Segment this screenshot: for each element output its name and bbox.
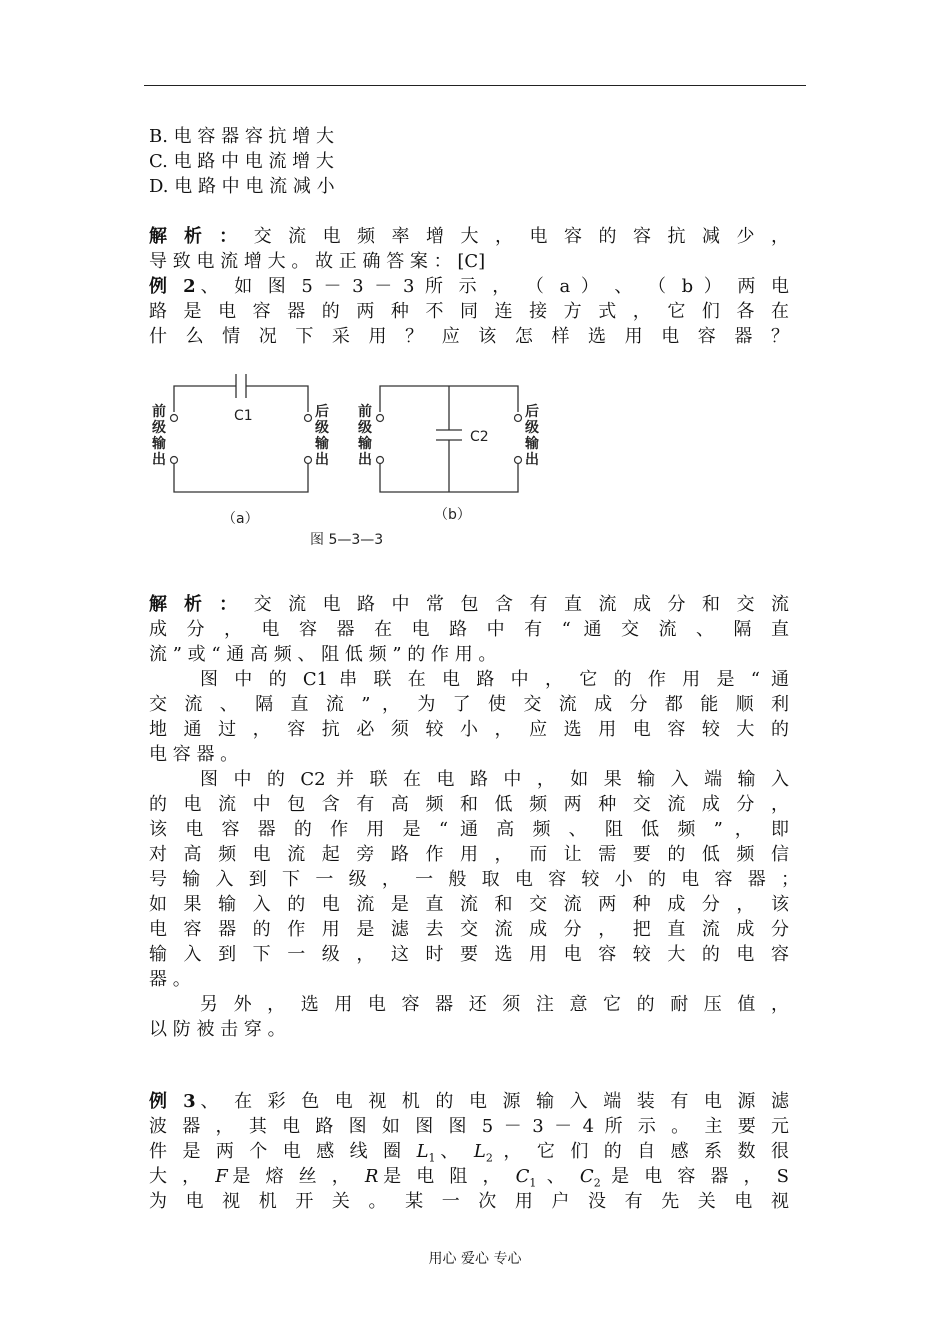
- para-c2-line6: 如 果 输 入 的 电 流 是 直 流 和 交 流 两 种 成 分 ， 该: [149, 894, 789, 915]
- example3-line2: 波 器 ， 其 电 路 图 如 图 图 5 － 3 － 4 所 示 。 主 要 元: [149, 1116, 789, 1137]
- circuit-diagram: [150, 366, 550, 556]
- front-label-a-1: 前: [152, 404, 166, 420]
- page-footer: 用心 爱心 专心: [428, 1251, 522, 1267]
- back-label-b-2: 级: [525, 420, 539, 436]
- front-label-a-2: 级: [152, 420, 166, 436]
- c2-label: C2: [470, 429, 489, 445]
- example3-line4: 大 ， F是 熔 丝 ， R是 电 阻 ， $C_1$ 、 $C_2$ 是 电 容 器 ， S: [149, 1166, 789, 1190]
- para-c1-line2: 交 流 、 隔 直 流 ” ， 为 了 使 交 流 成 分 都 能 顺 利: [149, 694, 789, 715]
- back-label-a-4: 出: [315, 452, 329, 468]
- para-c1-line1: 图 中 的 C1 串 联 在 电 路 中 ， 它 的 作 用 是 “ 通: [200, 669, 789, 690]
- analysis2-line1: 解 析 ： 交 流 电 路 中 常 包 含 有 直 流 成 分 和 交 流: [149, 594, 789, 615]
- front-label-b-3: 输: [358, 436, 372, 452]
- front-label-b-2: 级: [358, 420, 372, 436]
- para-note-line2: 以 防 被 击 穿 。: [149, 1019, 286, 1040]
- back-label-a-1: 后: [315, 404, 329, 420]
- c1-label: C1: [234, 408, 253, 424]
- label-b: （b）: [434, 507, 471, 523]
- header-rule: [144, 85, 806, 86]
- back-label-b-3: 输: [525, 436, 539, 452]
- back-label-b-1: 后: [525, 404, 539, 420]
- analysis2-line3: 流 ” 或 “ 通 高 频 、 阻 低 频 ” 的 作 用 。: [149, 644, 497, 665]
- example3-line1: 例 3、 在 彩 色 电 视 机 的 电 源 输 入 端 装 有 电 源 滤: [149, 1091, 789, 1112]
- para-c2-line5: 号 输 入 到 下 一 级 ， 一 般 取 电 容 较 小 的 电 容 器 ；: [149, 869, 799, 890]
- para-c2-line4: 对 高 频 电 流 起 旁 路 作 用 ， 而 让 需 要 的 低 频 信: [149, 844, 789, 865]
- front-label-a-4: 出: [152, 452, 166, 468]
- circuit-figure: [150, 366, 550, 556]
- example2-line2: 路 是 电 容 器 的 两 种 不 同 连 接 方 式 ， 它 们 各 在: [149, 301, 789, 322]
- para-c2-line8: 输 入 到 下 一 级 ， 这 时 要 选 用 电 容 较 大 的 电 容: [149, 944, 789, 965]
- para-note-line1: 另 外 ， 选 用 电 容 器 还 须 注 意 它 的 耐 压 值 ，: [200, 994, 789, 1015]
- analysis-label: 解 析 ：: [149, 594, 243, 615]
- back-label-b-4: 出: [525, 452, 539, 468]
- back-label-a-2: 级: [315, 420, 329, 436]
- para-c1-line4: 电 容 器 。: [149, 744, 239, 765]
- back-label-a-3: 输: [315, 436, 329, 452]
- para-c2-line2: 的 电 流 中 包 含 有 高 频 和 低 频 两 种 交 流 成 分 ，: [149, 794, 789, 815]
- para-c2-line7: 电 容 器 的 作 用 是 滤 去 交 流 成 分 ， 把 直 流 成 分: [149, 919, 789, 940]
- example-label: 例 2: [149, 276, 196, 297]
- front-label-b-4: 出: [358, 452, 372, 468]
- example2-line1: 例 2、 如 图 5 － 3 － 3 所 示 ， （ a ） 、 （ b ） 两 电: [149, 276, 789, 297]
- para-c1-line3: 地 通 过 ， 容 抗 必 须 较 小 ， 应 选 用 电 容 较 大 的: [149, 719, 789, 740]
- analysis1-line1: 解 析 ： 交 流 电 频 率 增 大 ， 电 容 的 容 抗 减 少 ，: [149, 226, 789, 247]
- option-d: D. 电 路 中 电 流 减 小: [149, 176, 335, 197]
- figure-caption: 图 5—3—3: [310, 532, 384, 548]
- option-b: B. 电 容 器 容 抗 增 大: [149, 126, 335, 147]
- option-c: C. 电 路 中 电 流 增 大: [149, 151, 334, 172]
- example2-line3: 什 么 情 况 下 采 用 ？ 应 该 怎 样 选 用 电 容 器 ？: [149, 326, 789, 347]
- analysis2-line2: 成 分 ， 电 容 器 在 电 路 中 有 “ 通 交 流 、 隔 直: [149, 619, 790, 640]
- analysis-label: 解 析 ：: [149, 226, 243, 247]
- analysis1-line2: 导 致 电 流 增 大 。 故 正 确 答 案 ： [C]: [149, 251, 486, 272]
- label-a: （a）: [222, 511, 259, 527]
- para-c2-line9: 器 。: [149, 969, 191, 990]
- example3-line3: 件 是 两 个 电 感 线 圈 $L_1$、 $L_2$ ， 它 们 的 自 感 系 数 很: [149, 1141, 789, 1165]
- para-c2-line3: 该 电 容 器 的 作 用 是 “ 通 高 频 、 阻 低 频 ” ， 即: [149, 819, 789, 840]
- front-label-a-3: 输: [152, 436, 166, 452]
- para-c2-line1: 图 中 的 C2 并 联 在 电 路 中 ， 如 果 输 入 端 输 入: [200, 769, 789, 790]
- example-label: 例 3: [149, 1091, 196, 1112]
- front-label-b-1: 前: [358, 404, 372, 420]
- example3-line5: 为 电 视 机 开 关 。 某 一 次 用 户 没 有 先 关 电 视: [149, 1191, 789, 1212]
